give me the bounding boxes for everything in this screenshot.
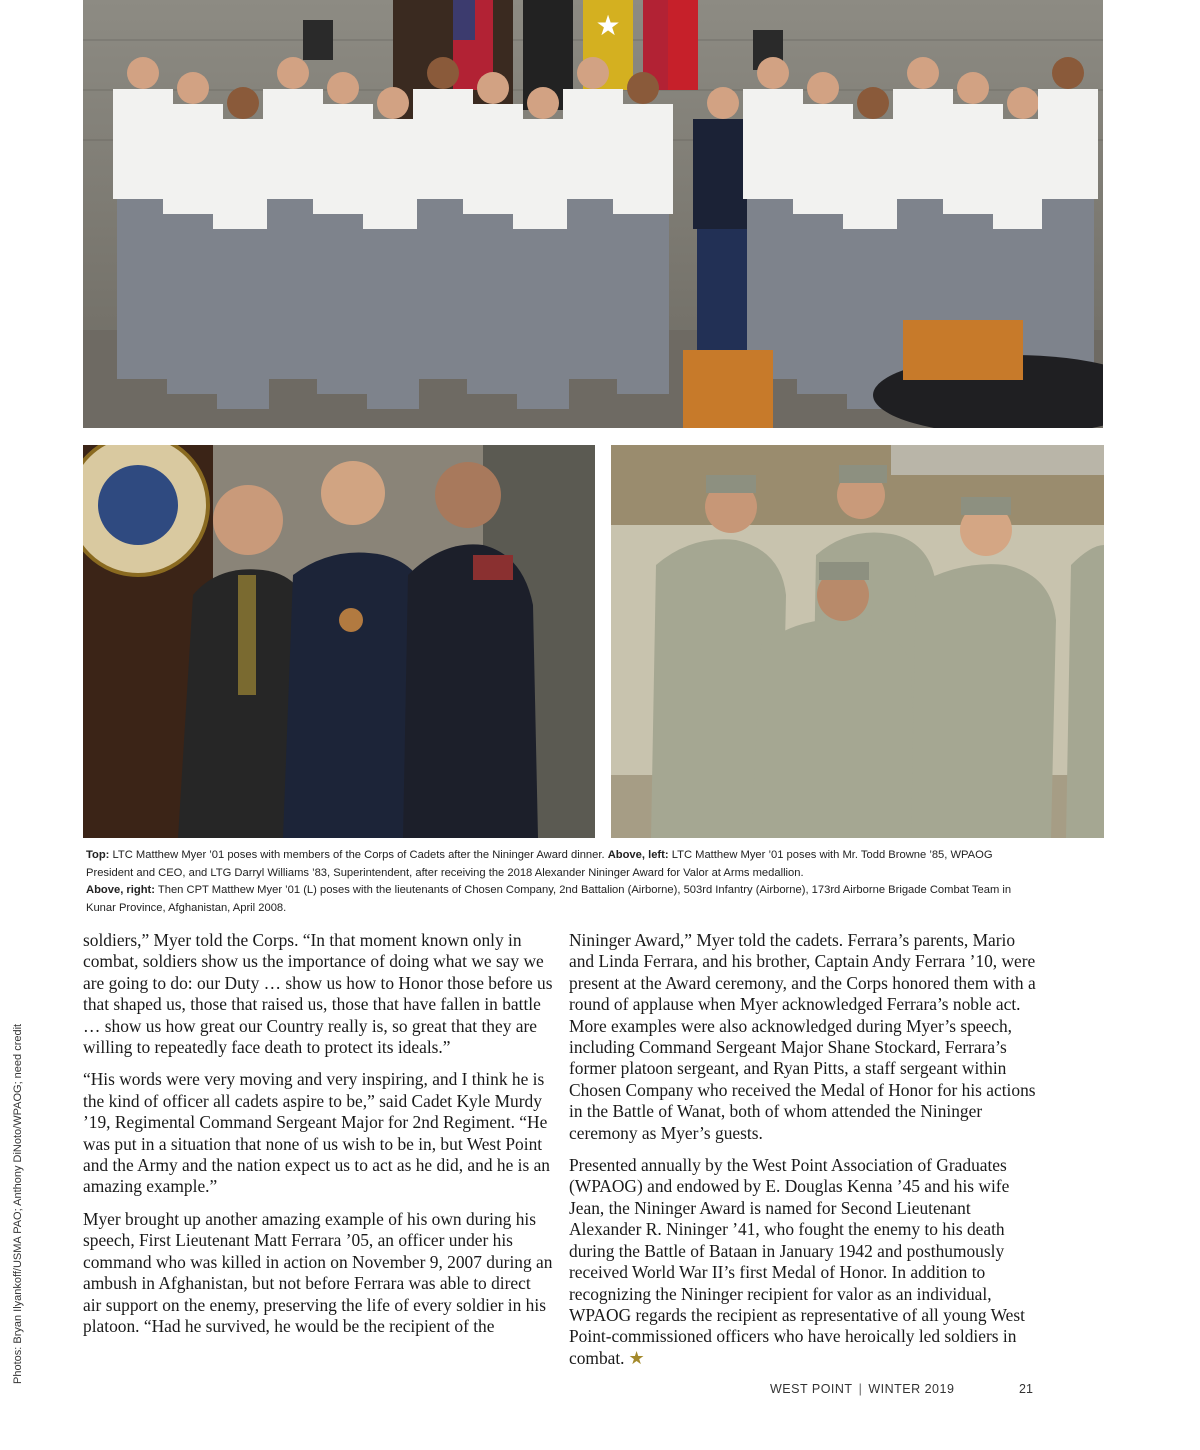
cadet-trousers — [517, 229, 569, 409]
above-right-photo — [611, 445, 1104, 838]
cadet-head — [177, 72, 209, 104]
cadet-trousers — [267, 199, 319, 379]
cadet-trousers — [417, 199, 469, 379]
above-right-photo-image — [611, 445, 1104, 838]
top-photo-image — [83, 0, 1103, 428]
caption-left-text: LTC Matthew Myer ’01 poses with Mr. Todd Browne ’85, WPAOG President and CEO, and LTG Darryl Williams ’83, Superintendent, after receiving the 2018 Alexander Nininger Award for Valor at Arms medallion. — [86, 849, 993, 879]
photo-caption — [86, 847, 1016, 917]
cadet-shirt — [613, 104, 673, 214]
cadet-trousers — [1042, 199, 1094, 379]
caption-right-label: Above, right: — [86, 884, 155, 897]
cadet-trousers — [217, 229, 269, 409]
caption-right-text: Then CPT Matthew Myer ’01 (L) poses with the lieutenants of Chosen Company, 2nd Battalion (Airborne), 503rd Infantry (Airborne), 173rd Airborne Brigade Combat Team in Kunar Province, Afghanistan, April 2008. — [86, 884, 1012, 914]
publication-name: WEST POINT — [770, 1382, 853, 1396]
cadet-head — [957, 72, 989, 104]
end-star-icon: ★ — [628, 1347, 645, 1368]
cadet-head — [707, 87, 739, 119]
top-photo — [83, 0, 1103, 428]
cadet-head — [227, 87, 259, 119]
cadet-shirt — [1038, 89, 1098, 199]
cadet-head — [807, 72, 839, 104]
cadet-head — [477, 72, 509, 104]
cadet-head — [427, 57, 459, 89]
cadet-trousers — [467, 214, 519, 394]
cadet-head — [857, 87, 889, 119]
caption-top-label: Top: — [86, 849, 110, 861]
issue-date: WINTER 2019 — [868, 1382, 955, 1396]
cadet-head — [327, 72, 359, 104]
cadet-trousers — [367, 229, 419, 409]
article-paragraph: soldiers,” Myer told the Corps. “In that moment known only in combat, soldiers show us the importance of doing what we say we are going to do: our Duty … show us how to Honor those before us that shaped us, those that raised us, those that have fallen in battle … show us how great our Country really is, so great that they are willing to repeatedly face death to protect its ideals.” — [83, 930, 553, 1058]
page-footer — [770, 1382, 954, 1396]
footer-separator: | — [858, 1382, 863, 1396]
cadet-trousers — [117, 199, 169, 379]
above-left-photo — [83, 445, 595, 838]
caption-top-text: LTC Matthew Myer ’01 poses with members of the Corps of Cadets after the Nininger Award dinner. — [112, 849, 605, 861]
cadet-trousers — [567, 199, 619, 379]
caption-top-and-left — [86, 847, 1016, 882]
article-paragraph: Nininger Award,” Myer told the cadets. Ferrara’s parents, Mario and Linda Ferrara, and his brother, Captain Andy Ferrara ’10, were present at the Award ceremony, and the Corps honored them with a round of applause when Myer acknowledged Ferrara’s noble act. More examples were also acknowledged during Myer’s speech, including Command Sergeant Major Shane Stockard, Ferrara’s former platoon sergeant, and Ryan Pitts, a staff sergeant within Chosen Company who received the Medal of Honor for his actions in the Battle of Wanat, both of whom attended the Nininger ceremony as Myer’s guests. — [569, 930, 1036, 1143]
article-paragraph: Myer brought up another amazing example of his own during his speech, First Lieutenant Matt Ferrara ’05, an officer under his command who was killed in action on November 9, 2007 during an ambush in Afghanistan, but not before Ferrara was able to direct air support on the enemy, preserving the life of every soldier in his platoon. “Had he survived, he would be the recipient of the — [83, 1208, 553, 1336]
cadet-head — [907, 57, 939, 89]
caption-left-label: Above, left: — [607, 849, 669, 861]
cadet-head — [377, 87, 409, 119]
article-column-right — [569, 930, 1039, 1380]
photo-credit: Photos: Bryan Ilyankoff/USMA PAO; Anthony DiNoto/WPAOG; need credit — [12, 1023, 24, 1384]
page-number: 21 — [1019, 1382, 1033, 1396]
cadet-head — [1007, 87, 1039, 119]
cadet-trousers — [617, 214, 669, 394]
svg-text:★: ★ — [595, 9, 621, 42]
cadet-head — [127, 57, 159, 89]
article-column-left — [83, 930, 553, 1348]
cadet-trousers — [797, 214, 849, 394]
article-paragraph-text: Presented annually by the West Point Association of Graduates (WPAOG) and endowed by E. Douglas Kenna ’45 and his wife Jean, the Nininger Award is named for Second Lieutenant Alexander R. Nininger ’41, who fought the enemy to his death during the Battle of Bataan in January 1942 and posthumously received World War II’s first Medal of Honor. In addition to recognizing the Nininger recipient for valor as an individual, WPAOG regards the recipient as representative of all young West Point-commissioned officers who have heroically led soldiers in combat. — [569, 1155, 1025, 1368]
cadet-head — [757, 57, 789, 89]
article-paragraph: “His words were very moving and very inspiring, and I think he is the kind of officer all cadets aspire to be,” said Cadet Kyle Murdy ’19, Regimental Command Sergeant Major for 2nd Regiment. “He was put in a situation that none of us wish to be in, but West Point and the Army and the nation expect us to act as he did, and he is an amazing example.” — [83, 1069, 550, 1197]
caption-right — [86, 882, 1016, 917]
cadet-head — [277, 57, 309, 89]
cadet-head — [527, 87, 559, 119]
cadet-trousers — [167, 214, 219, 394]
above-left-photo-image — [83, 445, 595, 838]
cadet-head — [1052, 57, 1084, 89]
cadet-head — [577, 57, 609, 89]
article-paragraph — [569, 1155, 1039, 1369]
cadet-trousers — [317, 214, 369, 394]
cadet-head — [627, 72, 659, 104]
